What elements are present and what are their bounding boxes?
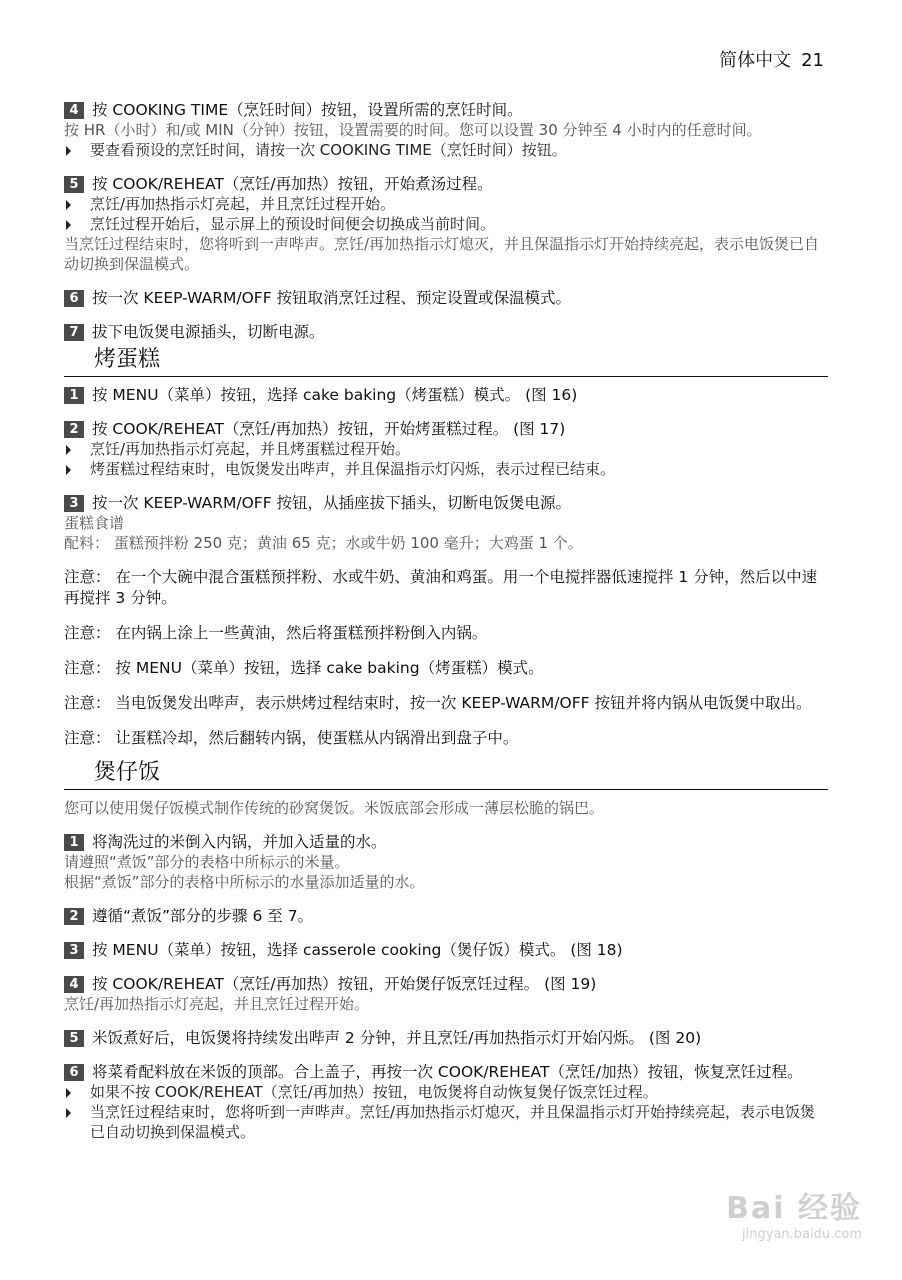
bullet-item: 烤蛋糕过程结束时，电饭煲发出哔声，并且保温指示灯闪烁，表示过程已结束。 xyxy=(64,459,828,479)
step-text: 按 COOKING TIME（烹饪时间）按钮，设置所需的烹饪时间。 xyxy=(92,101,523,119)
step-text: 按 COOK/REHEAT（烹饪/再加热）按钮，开始烤蛋糕过程。 (图 17) xyxy=(92,420,566,438)
step-item xyxy=(64,288,828,308)
step-item xyxy=(64,385,828,405)
language-label: 简体中文 xyxy=(719,50,792,71)
step-text: 拔下电饭煲电源插头，切断电源。 xyxy=(92,323,325,341)
step-number-badge: 1 xyxy=(64,834,84,851)
detail-text: 您可以使用煲仔饭模式制作传统的砂窝煲饭。米饭底部会形成一薄层松脆的锅巴。 xyxy=(64,799,605,817)
page-content xyxy=(64,100,828,1142)
step-item xyxy=(64,174,828,194)
step-item xyxy=(64,419,828,439)
bullet-item: 如果不按 COOK/REHEAT（烹饪/再加热）按钮，电饭煲将自动恢复煲仔饭烹饪过程。 xyxy=(64,1082,828,1102)
page-header xyxy=(719,46,824,72)
step-item xyxy=(64,832,828,852)
step-number-badge: 3 xyxy=(64,942,84,959)
step-number-badge: 2 xyxy=(64,421,84,438)
step-text: 按一次 KEEP-WARM/OFF 按钮取消烹饪过程、预定设置或保温模式。 xyxy=(92,289,572,307)
detail-text: 烹饪/再加热指示灯亮起，并且烹饪过程开始。 xyxy=(64,995,370,1013)
bullet-item: 烹饪/再加热指示灯亮起，并且烤蛋糕过程开始。 xyxy=(64,439,828,459)
step-number-badge: 6 xyxy=(64,290,84,307)
watermark xyxy=(726,1183,862,1242)
bullet-item: 要查看预设的烹饪时间，请按一次 COOKING TIME（烹饪时间）按钮。 xyxy=(64,140,828,160)
cooking-time-steps xyxy=(64,100,828,342)
step-item xyxy=(64,1062,828,1082)
step-item xyxy=(64,906,828,926)
section-title-claypot: 煲仔饭 xyxy=(64,757,828,790)
bullet-item: 烹饪/再加热指示灯亮起，并且烹饪过程开始。 xyxy=(64,194,828,214)
step-number-badge: 5 xyxy=(64,1030,84,1047)
step-number-badge: 7 xyxy=(64,324,84,341)
step-item xyxy=(64,493,828,513)
detail-text: 根据“煮饭”部分的表格中所标示的水量添加适量的水。 xyxy=(64,873,425,891)
step-text: 米饭煮好后，电饭煲将持续发出哔声 2 分钟，并且烹饪/再加热指示灯开始闪烁。 (图 20) xyxy=(92,1029,702,1047)
claypot-steps xyxy=(64,798,828,1142)
section-title-cake: 烤蛋糕 xyxy=(64,344,828,377)
page-number: 21 xyxy=(801,50,824,71)
detail-text: 请遵照“煮饭”部分的表格中所标示的米量。 xyxy=(64,853,350,871)
step-item xyxy=(64,1028,828,1048)
note-paragraph: 注意： 在一个大碗中混合蛋糕预拌粉、水或牛奶、黄油和鸡蛋。用一个电搅拌器低速搅拌 1 分钟，然后以中速再搅拌 3 分钟。 xyxy=(64,568,818,607)
bullet-item: 当烹饪过程结束时，您将听到一声哔声。烹饪/再加热指示灯熄灭，并且保温指示灯开始持续亮起，表示电饭煲已自动切换到保温模式。 xyxy=(64,1102,828,1142)
step-text: 将菜肴配料放在米饭的顶部。合上盖子，再按一次 COOK/REHEAT（烹饪/加热）按钮，恢复烹饪过程。 xyxy=(92,1063,803,1081)
step-text: 将淘洗过的米倒入内锅，并加入适量的水。 xyxy=(92,833,387,851)
step-item xyxy=(64,974,828,994)
step-item xyxy=(64,100,828,120)
step-text: 按 COOK/REHEAT（烹饪/再加热）按钮，开始煲仔饭烹饪过程。 (图 19) xyxy=(92,975,597,993)
step-text: 按 MENU（菜单）按钮，选择 cake baking（烤蛋糕）模式。 (图 16) xyxy=(92,386,578,404)
cake-steps xyxy=(64,385,828,749)
step-number-badge: 6 xyxy=(64,1064,84,1081)
step-text: 按 MENU（菜单）按钮，选择 casserole cooking（煲仔饭）模式。 (图 18) xyxy=(92,941,623,959)
step-number-badge: 2 xyxy=(64,908,84,925)
step-number-badge: 5 xyxy=(64,176,84,193)
watermark-url: jingyan.baidu.com xyxy=(742,1227,862,1242)
step-item xyxy=(64,940,828,960)
step-text: 按一次 KEEP-WARM/OFF 按钮，从插座拔下插头，切断电饭煲电源。 xyxy=(92,494,572,512)
step-number-badge: 4 xyxy=(64,976,84,993)
watermark-logo: Bai 经验 xyxy=(726,1191,862,1226)
note-paragraph: 注意： 让蛋糕冷却，然后翻转内锅，使蛋糕从内锅滑出到盘子中。 xyxy=(64,729,519,747)
note-paragraph: 注意： 当电饭煲发出哔声，表示烘烤过程结束时，按一次 KEEP-WARM/OFF 按钮并将内锅从电饭煲中取出。 xyxy=(64,694,812,712)
detail-text: 配料： 蛋糕预拌粉 250 克；黄油 65 克；水或牛奶 100 毫升；大鸡蛋 1 个。 xyxy=(64,534,583,552)
bullet-item: 烹饪过程开始后，显示屏上的预设时间便会切换成当前时间。 xyxy=(64,214,828,234)
step-text: 按 COOK/REHEAT（烹饪/再加热）按钮，开始煮汤过程。 xyxy=(92,175,493,193)
detail-text: 当烹饪过程结束时，您将听到一声哔声。烹饪/再加热指示灯熄灭，并且保温指示灯开始持续亮起，表示电饭煲已自动切换到保温模式。 xyxy=(64,235,820,273)
note-paragraph: 注意： 按 MENU（菜单）按钮，选择 cake baking（烤蛋糕）模式。 xyxy=(64,659,544,677)
step-number-badge: 1 xyxy=(64,387,84,404)
step-text: 遵循“煮饭”部分的步骤 6 至 7。 xyxy=(92,907,314,925)
step-item xyxy=(64,322,828,342)
step-number-badge: 4 xyxy=(64,102,84,119)
detail-text: 蛋糕食谱 xyxy=(64,514,125,532)
note-paragraph: 注意： 在内锅上涂上一些黄油，然后将蛋糕预拌粉倒入内锅。 xyxy=(64,624,488,642)
step-number-badge: 3 xyxy=(64,495,84,512)
detail-text: 按 HR（小时）和/或 MIN（分钟）按钮，设置需要的时间。您可以设置 30 分钟至 4 小时内的任意时间。 xyxy=(64,121,762,139)
